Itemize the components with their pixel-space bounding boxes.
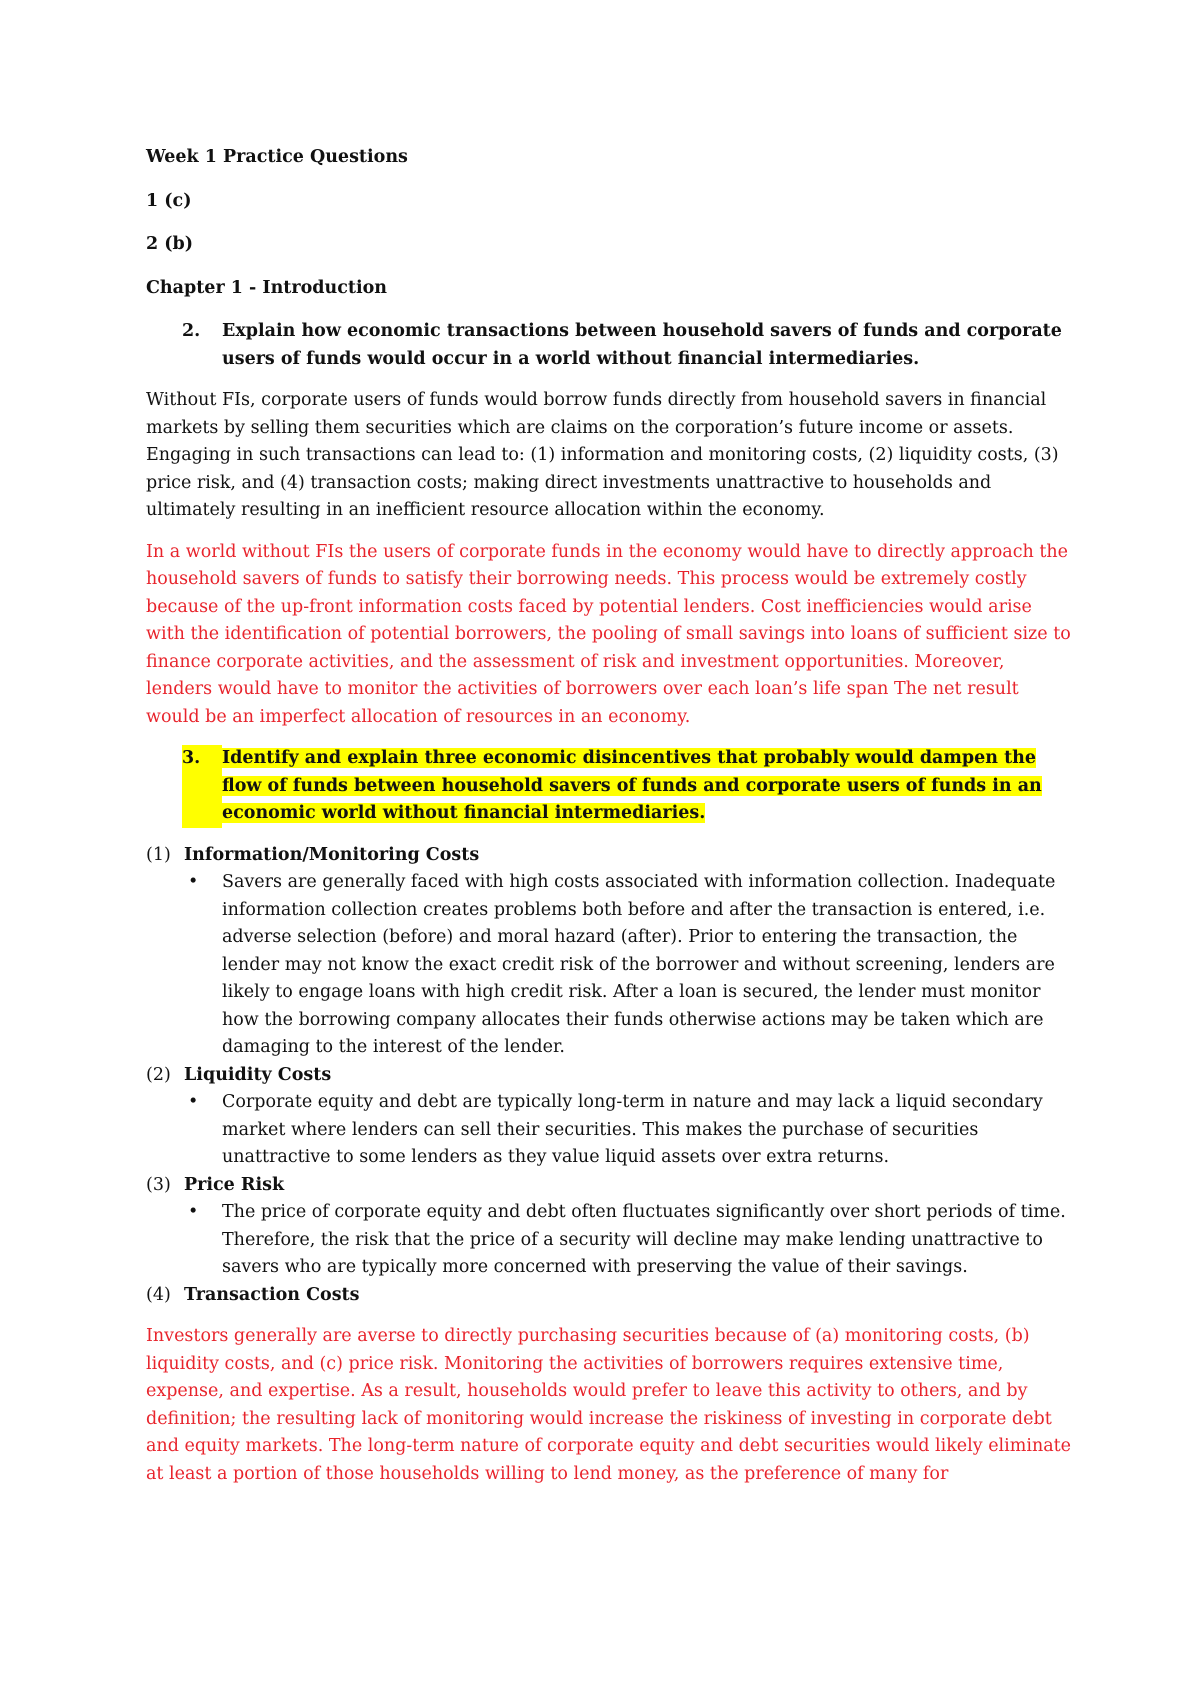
bullet-item (184, 1089, 1076, 1172)
question-2-answer: Without FIs, corporate users of funds would borrow funds directly from household savers in financial markets by selling them securities which are claims on the corporation’s future income or assets. Engaging in such transactions can lead to: (1) information and monitoring costs, (2) liquidity costs, (3) price risk, and (4) transaction costs; making direct investments unattractive to households and ultimately resulting in an inefficient resource allocation within the economy. (146, 390, 1059, 520)
disincentive-section-4 (146, 1282, 1076, 1310)
bullet-text: Corporate equity and debt are typically long-term in nature and may lack a liquid secondary market where lenders can sell their securities. This makes the purchase of securities unattractive to some lenders as they value liquid assets over extra returns. (222, 1092, 1043, 1167)
bullet-icon (184, 869, 222, 1062)
section-title: Information/Monitoring Costs (184, 844, 480, 865)
section-title: Transaction Costs (184, 1284, 360, 1305)
bullet-icon (184, 1199, 222, 1282)
question-2-model-answer: In a world without FIs the users of corporate funds in the economy would have to directly approach the household savers of funds to satisfy their borrowing needs. This process would be extremely costly because of the up-front information costs faced by potential lenders. Cost inefficiencies would arise with the identification of potential borrowers, the pooling of small savings into loans of sufficient size to finance corporate activities, and the assessment of risk and investment opportunities. Moreover, lenders would have to monitor the activities of borrowers over each loan’s life span The net result would be an imperfect allocation of resources in an economy. (146, 541, 1071, 727)
bullet-text: The price of corporate equity and debt often fluctuates significantly over short periods of time. Therefore, the risk that the price of a security will decline may make lending unattractive to savers who are typically more concerned with preserving the value of their savings. (222, 1202, 1066, 1277)
answer-2: 2 (b) (146, 234, 194, 254)
disincentive-section-3 (146, 1172, 1076, 1282)
section-number: (1) (146, 844, 171, 865)
chapter-heading: Chapter 1 - Introduction (146, 277, 388, 298)
question-3 (182, 745, 1076, 828)
section-number: (3) (146, 1174, 171, 1195)
answer-1: 1 (c) (146, 190, 192, 211)
document-page (146, 144, 1076, 1502)
section-number: (2) (146, 1064, 171, 1085)
question-2-number: 2. (182, 321, 201, 341)
bullet-item (184, 869, 1076, 1062)
section-title: Liquidity Costs (184, 1064, 332, 1085)
question-2-text: Explain how economic transactions between household savers of funds and corporate users of funds would occur in a world without financial intermediaries. (222, 321, 1062, 369)
bullet-icon (184, 1089, 222, 1172)
disincentive-section-1 (146, 842, 1076, 1062)
bullet-item (184, 1199, 1076, 1282)
section-number: (4) (146, 1284, 171, 1305)
disincentive-section-2 (146, 1062, 1076, 1172)
question-3-model-answer: Investors generally are averse to directly purchasing securities because of (a) monitoring costs, (b) liquidity costs, and (c) price risk. Monitoring the activities of borrowers requires extensive time, expense, and expertise. As a result, households would prefer to leave this activity to others, and by definition; the resulting lack of monitoring would increase the riskiness of investing in corporate debt and equity markets. The long-term nature of corporate equity and debt securities would likely eliminate at least a portion of those households willing to lend money, as the preference of many for (146, 1326, 1072, 1484)
document-title: Week 1 Practice Questions (146, 147, 408, 167)
question-3-text: Identify and explain three economic disincentives that probably would dampen the flow of funds between household savers of funds and corporate users of funds in an economic world without financial intermediaries. (222, 748, 1042, 823)
question-3-number: 3. (182, 745, 222, 828)
question-2 (146, 318, 1076, 373)
section-title: Price Risk (184, 1174, 285, 1195)
bullet-text: Savers are generally faced with high costs associated with information collection. Inadequate information collection creates problems both before and after the transaction is entered, i.e. adverse selection (before) and moral hazard (after). Prior to entering the transaction, the lender may not know the exact credit risk of the borrower and without screening, lenders are likely to engage loans with high credit risk. After a loan is secured, the lender must monitor how the borrowing company allocates their funds otherwise actions may be taken which are damaging to the interest of the lender. (222, 872, 1056, 1057)
